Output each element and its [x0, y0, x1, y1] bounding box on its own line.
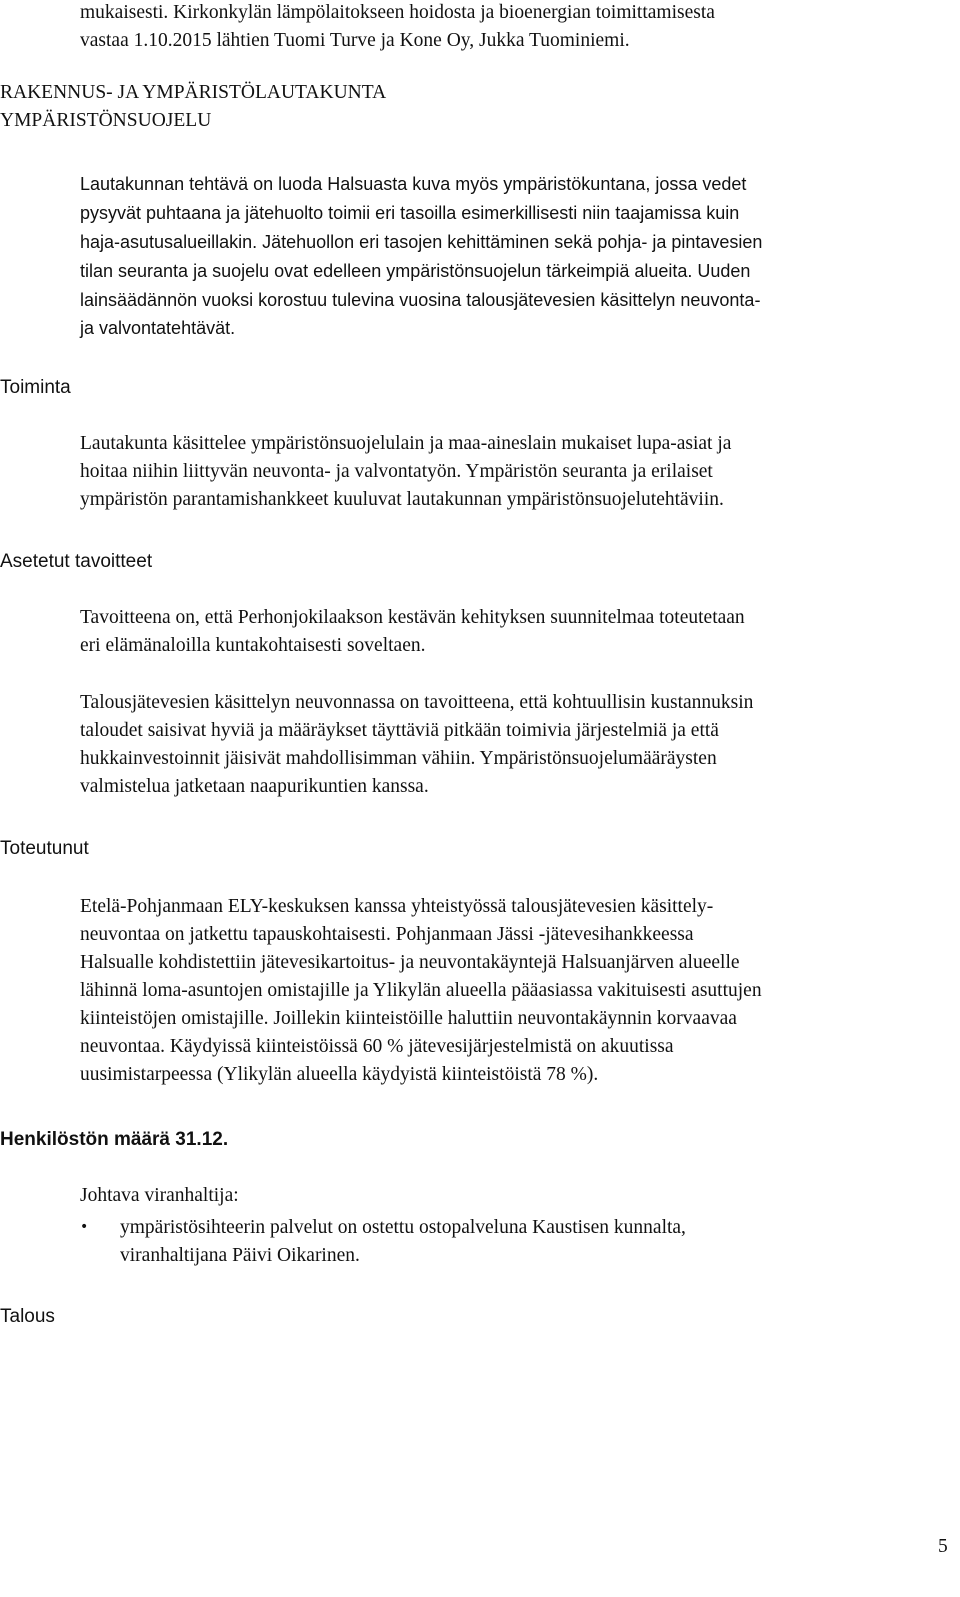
- description-line-6: ja valvontatehtävät.: [80, 318, 236, 338]
- description-line-4: tilan seuranta ja suojelu ovat edelleen ympäristönsuojelun tärkeimpiä alueita. Uuden: [80, 261, 751, 281]
- heading-talous: Talous: [0, 1306, 55, 1327]
- page-number: 5: [938, 1536, 948, 1557]
- section-heading-environment: YMPÄRISTÖNSUOJELU: [0, 110, 212, 131]
- description-line-1: Lautakunnan tehtävä on luoda Halsuasta kuva myös ympäristökuntana, jossa vedet: [80, 174, 747, 194]
- bullet-line-1: ympäristösihteerin palvelut on ostettu ostopalveluna Kaustisen kunnalta,: [120, 1217, 686, 1238]
- section-heading-committee: RAKENNUS- JA YMPÄRISTÖLAUTAKUNTA: [0, 82, 387, 103]
- description-line-5: lainsäädännön vuoksi korostuu tulevina vuosina talousjätevesien käsittelyn neuvonta-: [80, 290, 761, 310]
- tavoitteet-p1-line-1: Tavoitteena on, että Perhonjokilaakson kestävän kehityksen suunnitelmaa toteutetaan: [80, 607, 745, 628]
- toiminta-line-1: Lautakunta käsittelee ympäristönsuojelulain ja maa-aineslain mukaiset lupa-asiat ja: [80, 433, 732, 454]
- description-line-2: pysyvät puhtaana ja jätehuolto toimii eri tasoilla esimerkillisesti niin taajamissa kuin: [80, 203, 740, 223]
- heading-henkiloston-maara: Henkilöstön määrä 31.12.: [0, 1129, 229, 1150]
- toteutunut-line-2: neuvontaa on jatkettu tapauskohtaisesti. Pohjanmaan Jässi -jätevesihankkeessa: [80, 924, 694, 945]
- tavoitteet-p2-line-1: Talousjätevesien käsittelyn neuvonnassa on tavoitteena, että kohtuullisin kustannuksin: [80, 692, 754, 713]
- toteutunut-line-3: Halsualle kohdistettiin jätevesikartoitus- ja neuvontakäyntejä Halsuanjärven alueelle: [80, 952, 740, 973]
- heading-asetetut-tavoitteet: Asetetut tavoitteet: [0, 551, 153, 572]
- tavoitteet-p2-line-3: hukkainvestoinnit jäisivät mahdollisimman vähiin. Ympäristönsuojelumääräysten: [80, 748, 717, 769]
- tavoitteet-p2-line-4: valmistelua jatketaan naapurikuntien kanssa.: [80, 776, 429, 797]
- bullet-line-2: viranhaltijana Päivi Oikarinen.: [120, 1245, 360, 1266]
- description-line-3: haja-asutusalueillakin. Jätehuollon eri tasojen kehittäminen sekä pohja- ja pintavesien: [80, 232, 763, 252]
- intro-line-2: vastaa 1.10.2015 lähtien Tuomi Turve ja Kone Oy, Jukka Tuominiemi.: [80, 30, 630, 51]
- heading-toteutunut: Toteutunut: [0, 838, 89, 859]
- toteutunut-line-7: uusimistarpeessa (Ylikylän alueella käydyistä kiinteistöistä 78 %).: [80, 1064, 599, 1085]
- tavoitteet-p1-line-2: eri elämänaloilla kuntakohtaisesti soveltaen.: [80, 635, 426, 656]
- johtava-viranhaltija-label: Johtava viranhaltija:: [80, 1185, 239, 1206]
- toteutunut-line-6: neuvontaa. Käydyissä kiinteistöissä 60 % jätevesijärjestelmistä on akuutissa: [80, 1036, 674, 1057]
- toteutunut-line-5: kiinteistöjen omistajille. Joillekin kiinteistöille haluttiin neuvontakäynnin korvaavaa: [80, 1008, 737, 1029]
- toiminta-line-2: hoitaa niihin liittyvän neuvonta- ja valvontatyön. Ympäristön seuranta ja erilaiset: [80, 461, 713, 482]
- tavoitteet-p2-line-2: taloudet saisivat hyviä ja määräykset täyttäviä pitkään toimivia järjestelmiä ja että: [80, 720, 719, 741]
- intro-line-1: mukaisesti. Kirkonkylän lämpölaitokseen hoidosta ja bioenergian toimittamisesta: [80, 2, 715, 23]
- toiminta-line-3: ympäristön parantamishankkeet kuuluvat lautakunnan ympäristönsuojelutehtäviin.: [80, 489, 724, 510]
- bullet-icon: •: [80, 1219, 89, 1235]
- toteutunut-line-1: Etelä-Pohjanmaan ELY-keskuksen kanssa yhteistyössä talousjätevesien käsittely-: [80, 896, 714, 917]
- heading-toiminta: Toiminta: [0, 377, 71, 398]
- toteutunut-line-4: lähinnä loma-asuntojen omistajille ja Ylikylän alueella pääasiassa vakituisesti asuttujen: [80, 980, 762, 1001]
